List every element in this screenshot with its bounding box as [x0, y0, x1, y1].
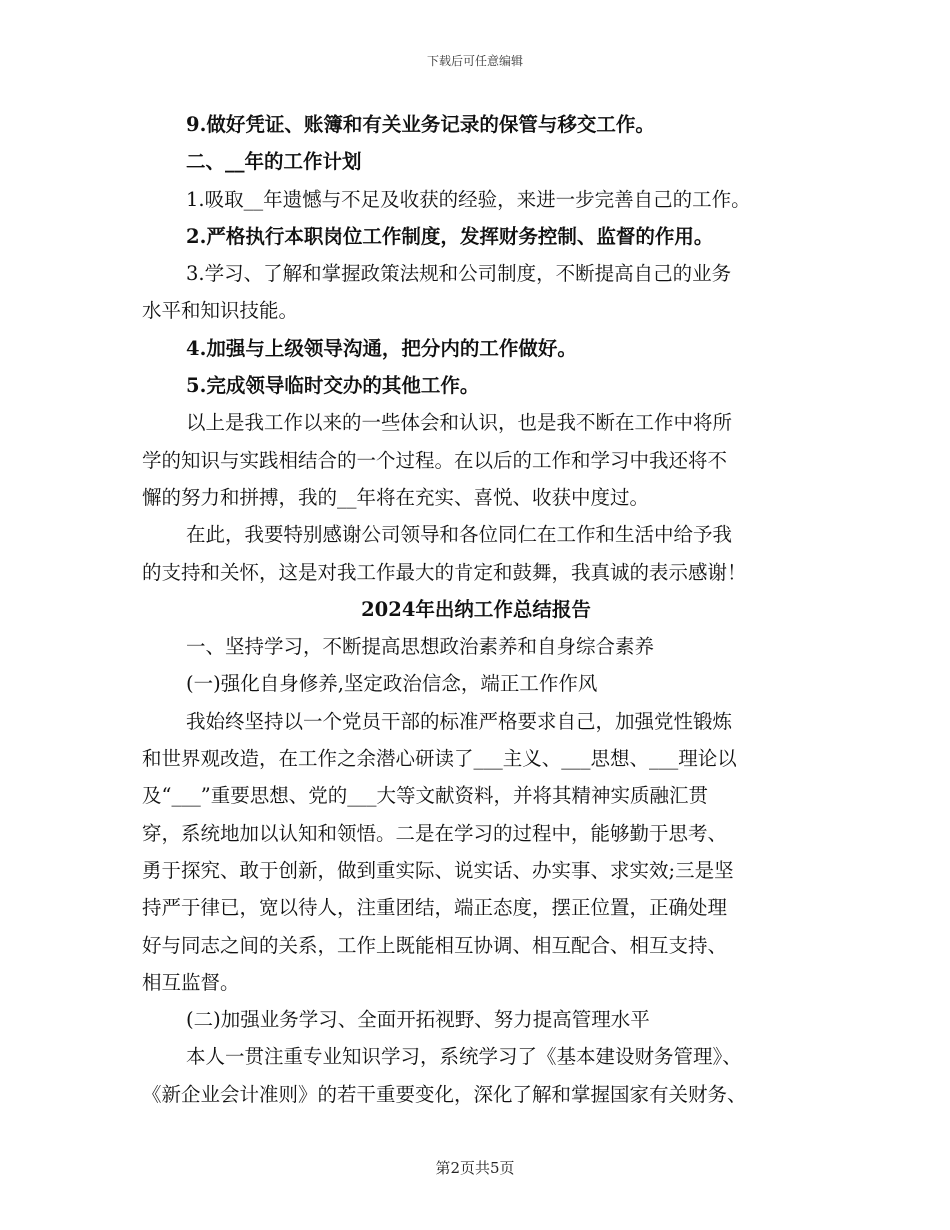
subsection-heading: (一)强化自身修养,坚定政治信念，端正工作作风 [186, 672, 598, 696]
paragraph-line: 和世界观改造，在工作之余潜心研读了___主义、___思想、___理论以 [142, 747, 737, 771]
paragraph-line: 勇于探究、敢于创新，做到重实际、说实话、办实事、求实效;三是坚 [142, 858, 734, 882]
list-item: 9.做好凭证、账簿和有关业务记录的保管与移交工作。 [186, 113, 655, 136]
list-item: 4.加强与上级领导沟通，把分内的工作做好。 [186, 336, 577, 360]
paragraph-line: 好与同志之间的关系，工作上既能相互协调、相互配合、相互支持、 [142, 933, 728, 957]
page-footer: 第2页共5页 [435, 1159, 515, 1177]
paragraph-line: 我始终坚持以一个党员干部的标准严格要求自己，加强党性锻炼 [186, 709, 733, 733]
paragraph-line: 的支持和关怀，这是对我工作最大的肯定和鼓舞，我真诚的表示感谢！ [142, 560, 747, 584]
paragraph-line: 学的知识与实践相结合的一个过程。在以后的工作和学习中我还将不 [142, 448, 728, 472]
paragraph-line: 相互监督。 [142, 970, 240, 994]
list-item: 2.严格执行本职岗位工作制度，发挥财务控制、监督的作用。 [186, 224, 714, 248]
section-heading: 二、__年的工作计划 [186, 150, 362, 174]
subsection-heading: (二)加强业务学习、全面开拓视野、努力提高管理水平 [186, 1008, 650, 1032]
paragraph-line: 以上是我工作以来的一些体会和认识，也是我不断在工作中将所 [186, 411, 733, 435]
paragraph-line: 及“___”重要思想、党的___大等文献资料，并将其精神实质融汇贯 [142, 784, 708, 808]
page-header: 下载后可任意编辑 [426, 54, 523, 68]
document-title: 2024年出纳工作总结报告 [361, 597, 591, 621]
paragraph-line: 《新企业会计准则》的若干重要变化，深化了解和掌握国家有关财务、 [142, 1082, 747, 1106]
section-heading: 一、坚持学习，不断提高思想政治素养和自身综合素养 [186, 635, 655, 659]
paragraph-line: 懈的努力和拼搏，我的__年将在充实、喜悦、收获中度过。 [142, 485, 650, 509]
list-item: 5.完成领导临时交办的其他工作。 [186, 374, 480, 398]
document-body [142, 106, 810, 1113]
paragraph-line: 穿，系统地加以认知和领悟。二是在学习的过程中，能够勤于思考、 [142, 821, 728, 845]
list-item: 3.学习、了解和掌握政策法规和公司制度，不断提高自己的业务 [186, 262, 732, 286]
list-item: 1.吸取__年遗憾与不足及收获的经验，来进一步完善自己的工作。 [186, 187, 751, 211]
paragraph-line: 水平和知识技能。 [142, 299, 299, 323]
paragraph-line: 在此，我要特别感谢公司领导和各位同仁在工作和生活中给予我 [186, 523, 733, 547]
paragraph-line: 持严于律已，宽以待人，注重团结，端正态度，摆正位置，正确处理 [142, 896, 728, 920]
paragraph-line: 本人一贯注重专业知识学习，系统学习了《基本建设财务管理》、 [186, 1045, 742, 1069]
